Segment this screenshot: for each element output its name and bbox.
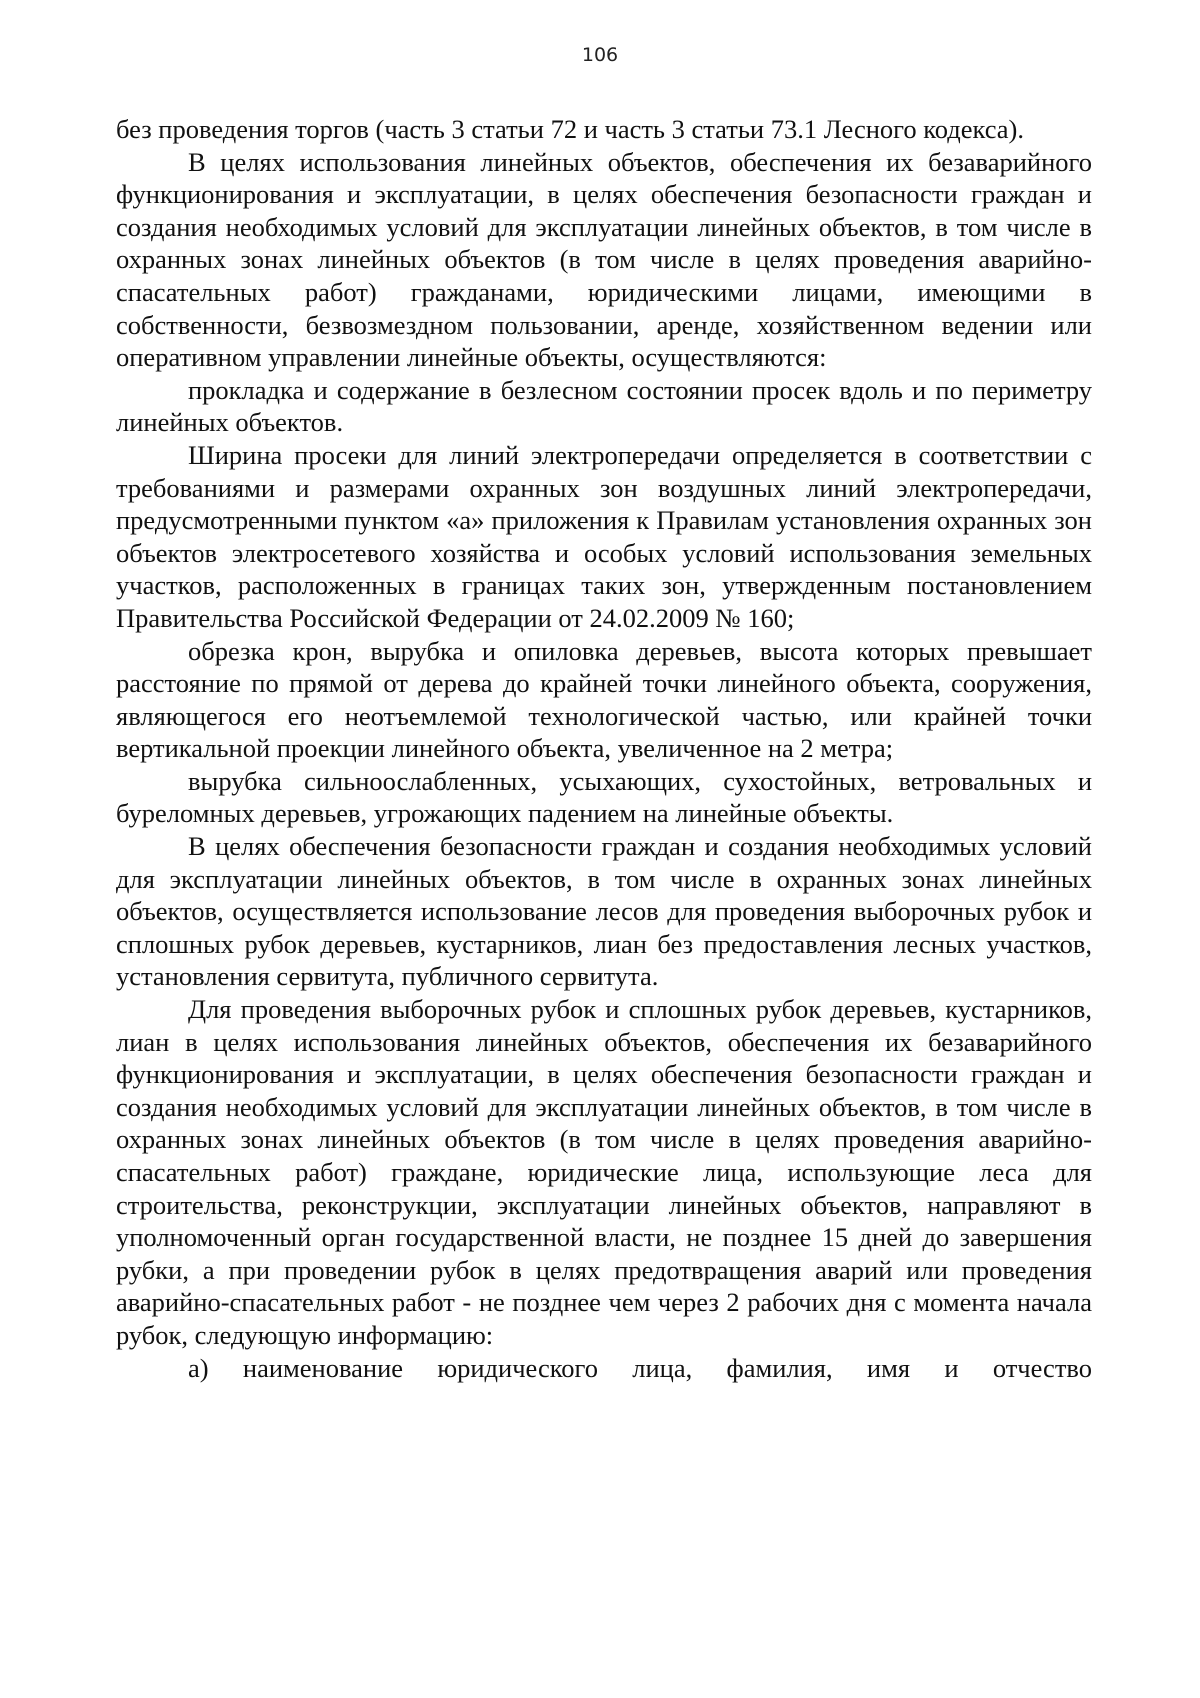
paragraph-safety-felling: В целях обеспечения безопасности граждан и создания необходимых условий для эксплуатации линейных объектов, в том числе в охранных зонах линейных объектов, осуществляется использование лесов для проведения выборочных рубок и сплошных рубок деревьев, кустарников, лиан без предоставления лесных участков, установления сервитута, публичного сервитута.	[116, 831, 1092, 992]
paragraph-item-a: а) наименование юридического лица, фамилия, имя и отчество	[188, 1352, 1092, 1383]
paragraph-crown-pruning: обрезка крон, вырубка и опиловка деревьев, высота которых превышает расстояние по прямой от дерева до крайней точки линейного объекта, сооружения, являющегося его неотъемлемой технологической частью, или крайней точки вертикальной проекции линейного объекта, увеличенное на 2 метра;	[116, 635, 1092, 764]
page-number: 106	[581, 44, 619, 66]
paragraph-dead-tree-felling: вырубка сильноослабленных, усыхающих, сухостойных, ветровальных и буреломных деревьев, угрожающих падением на линейные объекты.	[116, 765, 1092, 829]
paragraph-clearing-laying: прокладка и содержание в безлесном состоянии просек вдоль и по периметру линейных объектов.	[116, 374, 1092, 438]
paragraph-clearing-width: Ширина просеки для линий электропередачи определяется в соответствии с требованиями и размерами охранных зон воздушных линий электропередачи, предусмотренными пунктом «а» приложения к Правилам установления охранных зон объектов электросетевого хозяйства и особых условий использования земельных участков, расположенных в границах таких зон, утвержденным постановлением Правительства Российской Федерации от 24.02.2009 № 160;	[116, 439, 1092, 633]
paragraph-continuation: без проведения торгов (часть 3 статьи 72 и часть 3 статьи 73.1 Лесного кодекса).	[116, 114, 1025, 144]
paragraph-linear-objects-use: В целях использования линейных объектов, обеспечения их безаварийного функционирования и эксплуатации, в целях обеспечения безопасности граждан и создания необходимых условий для эксплуатации линейных объектов, в том числе в охранных зонах линейных объектов (в том числе в целях проведения аварийно-спасательных работ) гражданами, юридическими лицами, имеющими в собственности, безвозмездном пользовании, аренде, хозяйственном ведении или оперативном управлении линейные объекты, осуществляются:	[116, 146, 1092, 373]
document-body	[116, 113, 1092, 1384]
paragraph-felling-notification: Для проведения выборочных рубок и сплошных рубок деревьев, кустарников, лиан в целях использования линейных объектов, обеспечения их безаварийного функционирования и эксплуатации, в целях обеспечения безопасности граждан и создания необходимых условий для эксплуатации линейных объектов, в том числе в охранных зонах линейных объектов (в том числе в целях проведения аварийно-спасательных работ) граждане, юридические лица, использующие леса для строительства, реконструкции, эксплуатации линейных объектов, направляют в уполномоченный орган государственной власти, не позднее 15 дней до завершения рубки, а при проведении рубок в целях предотвращения аварий или проведения аварийно-спасательных работ - не позднее чем через 2 рабочих дня с момента начала рубок, следующую информацию:	[116, 994, 1092, 1350]
